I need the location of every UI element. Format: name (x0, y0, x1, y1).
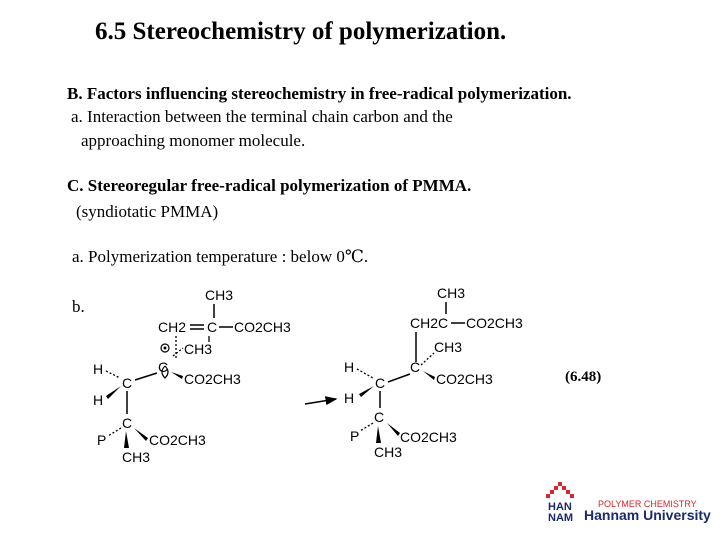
left-monomer-ch3: CH3 (205, 287, 234, 303)
section-b-heading: B. Factors influencing stereochemistry in free-radical polymerization. (67, 84, 572, 103)
left-structure (93, 287, 291, 465)
equation-number: (6.48) (565, 369, 602, 385)
reaction-arrow (305, 399, 336, 404)
right-h-upper: H (344, 359, 355, 375)
left-dash-bond (106, 371, 120, 378)
right-h-lower: H (344, 390, 355, 406)
right-bottom-co2ch3: CO2CH3 (400, 429, 457, 445)
right-bond (388, 374, 410, 382)
right-p: P (350, 428, 360, 444)
section-c-subheading: (syndiotatic PMMA) (76, 202, 219, 221)
left-c-bottom: C (122, 415, 133, 431)
left-bottom-co2ch3: CO2CH3 (149, 432, 206, 448)
right-dash-bond (357, 369, 373, 378)
right-dash-bond (421, 353, 434, 365)
left-bottom-ch3: CH3 (122, 449, 151, 465)
right-ch2: CH2 (410, 315, 439, 331)
logo-han: HAN (548, 501, 572, 513)
left-monomer-co2ch3: CO2CH3 (234, 319, 291, 335)
right-wedge-bond (387, 423, 400, 436)
left-c-chain: C (122, 375, 133, 391)
right-wedge-bond (423, 371, 435, 380)
logo-university: Hannam University (584, 507, 711, 523)
left-wedge-bond (106, 386, 121, 399)
left-radical-ch3: CH3 (184, 341, 213, 357)
left-wedge-bond (171, 372, 183, 379)
left-dash-bond (108, 428, 121, 436)
left-bond (135, 373, 157, 380)
left-h-lower: H (93, 392, 104, 408)
left-radical-dot (164, 347, 167, 350)
right-mid-c: C (410, 359, 421, 375)
left-monomer-c: C (207, 319, 218, 335)
logo-subtitle: POLYMER CHEMISTRY (598, 499, 697, 509)
left-monomer-ch2: CH2 (158, 319, 187, 335)
right-mid-co2ch3: CO2CH3 (436, 371, 493, 387)
logo-emblem-icon (546, 482, 574, 498)
section-b-item-a-line2: approaching monomer molecule. (81, 131, 306, 150)
section-c-heading: C. Stereoregular free-radical polymerization of PMMA. (67, 176, 472, 195)
logo-nam: NAM (548, 512, 574, 524)
left-h-upper: H (93, 361, 104, 377)
left-radical-c: C (158, 359, 169, 375)
reaction-scheme (80, 278, 540, 468)
section-c-item-b: b. (72, 297, 85, 316)
right-mid-ch3: CH3 (434, 339, 463, 355)
section-c-item-a: a. Polymerization temperature : below 0℃. (72, 247, 369, 266)
left-p: P (97, 432, 107, 448)
section-b-item-a-line1: a. Interaction between the terminal chain carbon and the (71, 107, 453, 126)
right-top-ch3: CH3 (437, 285, 466, 301)
hannam-university-logo (546, 482, 716, 524)
right-wedge-bond (359, 386, 374, 397)
slide-title: 6.5 Stereochemistry of polymerization. (95, 18, 507, 45)
left-radical-co2ch3: CO2CH3 (184, 371, 241, 387)
left-wedge-bond (134, 428, 148, 441)
left-dash-bond (173, 348, 183, 356)
right-wedge-bond (376, 426, 381, 443)
right-c-top: C (438, 315, 449, 331)
right-c-chain: C (375, 375, 386, 391)
left-wedge-bond (124, 431, 129, 448)
right-c-bottom: C (374, 409, 385, 425)
right-structure (344, 285, 523, 460)
right-dash-bond (360, 423, 373, 431)
right-top-co2ch3: CO2CH3 (466, 315, 523, 331)
right-bottom-ch3: CH3 (374, 444, 403, 460)
